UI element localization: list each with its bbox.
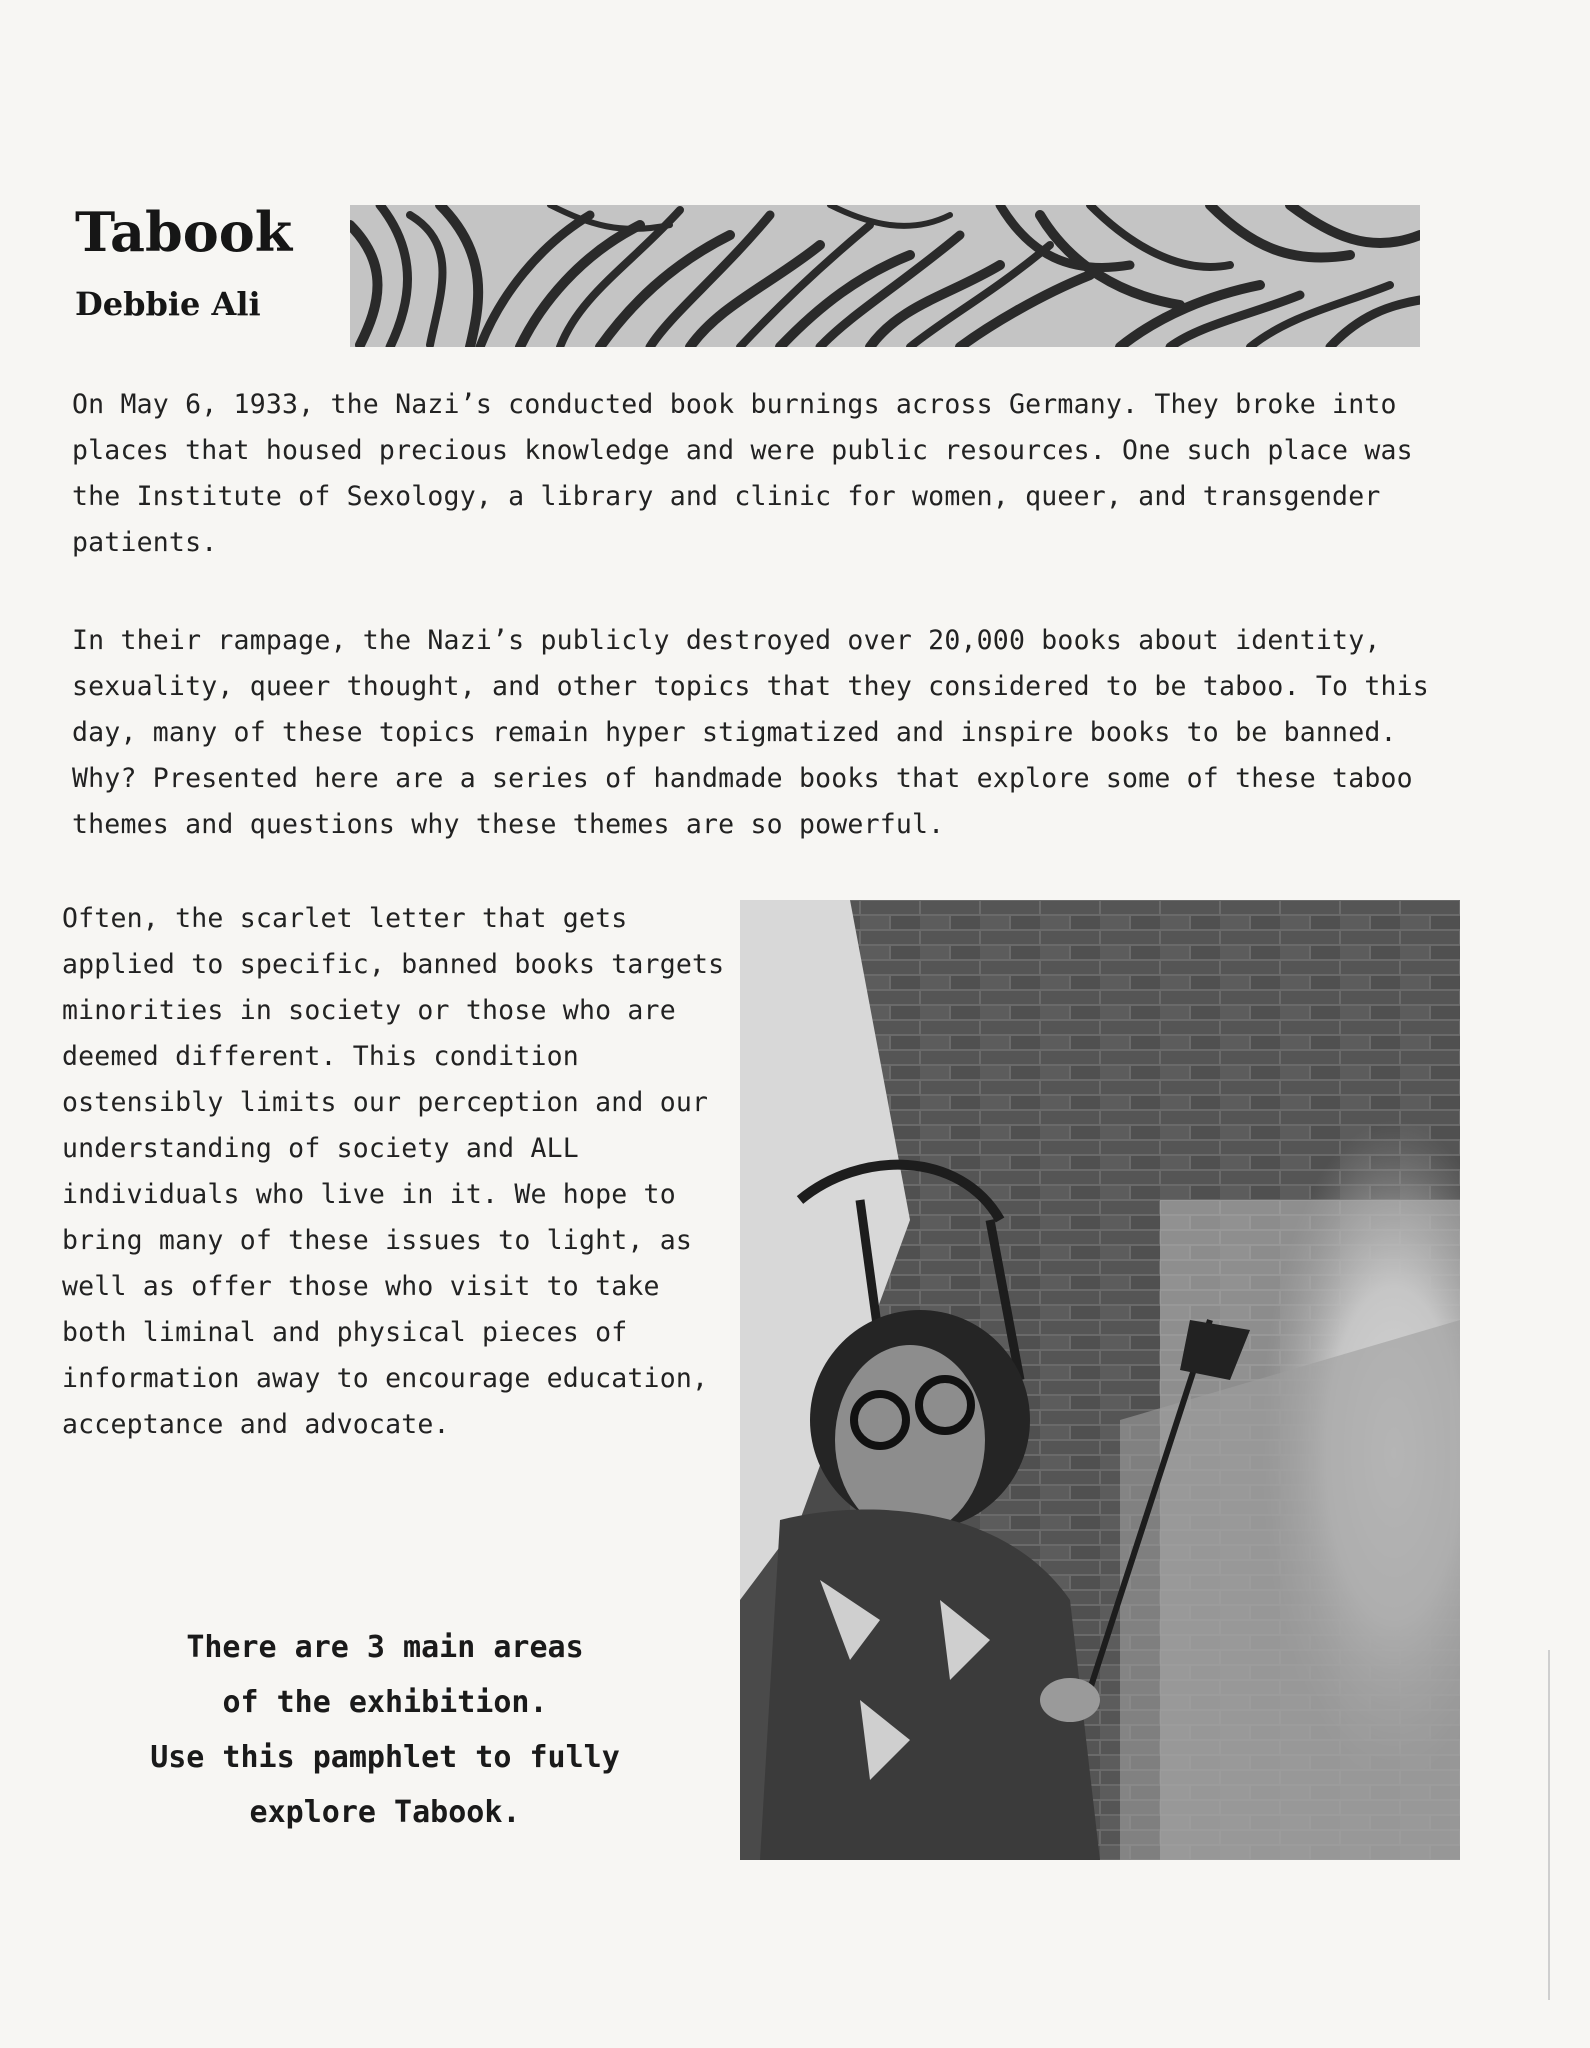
callout-line: There are 3 main areas xyxy=(186,1630,584,1665)
intro-paragraph: On May 6, 1933, the Nazi’s conducted book burnings across Germany. They broke into places that housed precious knowledge and were public resources. One such place was the Institute of Sexology, a library and clinic for women, queer, and transgender patients. xyxy=(72,389,1413,558)
page-title: Tabook xyxy=(75,200,293,264)
author-name: Debbie Ali xyxy=(75,285,261,323)
fireplace-photo xyxy=(740,900,1460,1860)
scarlet-letter-paragraph: Often, the scarlet letter that gets applied to specific, banned books targets minorities in society or those who are deemed different. This condition ostensibly limits our perception and our understanding of society and ALL individuals who live in it. We hope to bring many of these issues to light, as well as offer those who visit to take both liminal and physical pieces of information away to encourage education, acceptance and advocate. xyxy=(62,903,725,1440)
scan-edge-line xyxy=(1548,1650,1550,2000)
callout-line: Use this pamphlet to fully xyxy=(150,1740,620,1775)
callout-line: explore Tabook. xyxy=(249,1795,521,1830)
zebra-stripe-banner xyxy=(350,205,1420,347)
rampage-paragraph: In their rampage, the Nazi’s publicly destroyed over 20,000 books about identity, sexuality, queer thought, and other topics that they considered to be taboo. To this day, many of these topics remain hyper stigmatized and inspire books to be banned. Why? Presented here are a series of handmade books that explore some of these taboo themes and questions why these themes are so powerful. xyxy=(72,625,1429,840)
exhibition-callout xyxy=(95,1620,675,1840)
callout-line: of the exhibition. xyxy=(222,1685,548,1720)
